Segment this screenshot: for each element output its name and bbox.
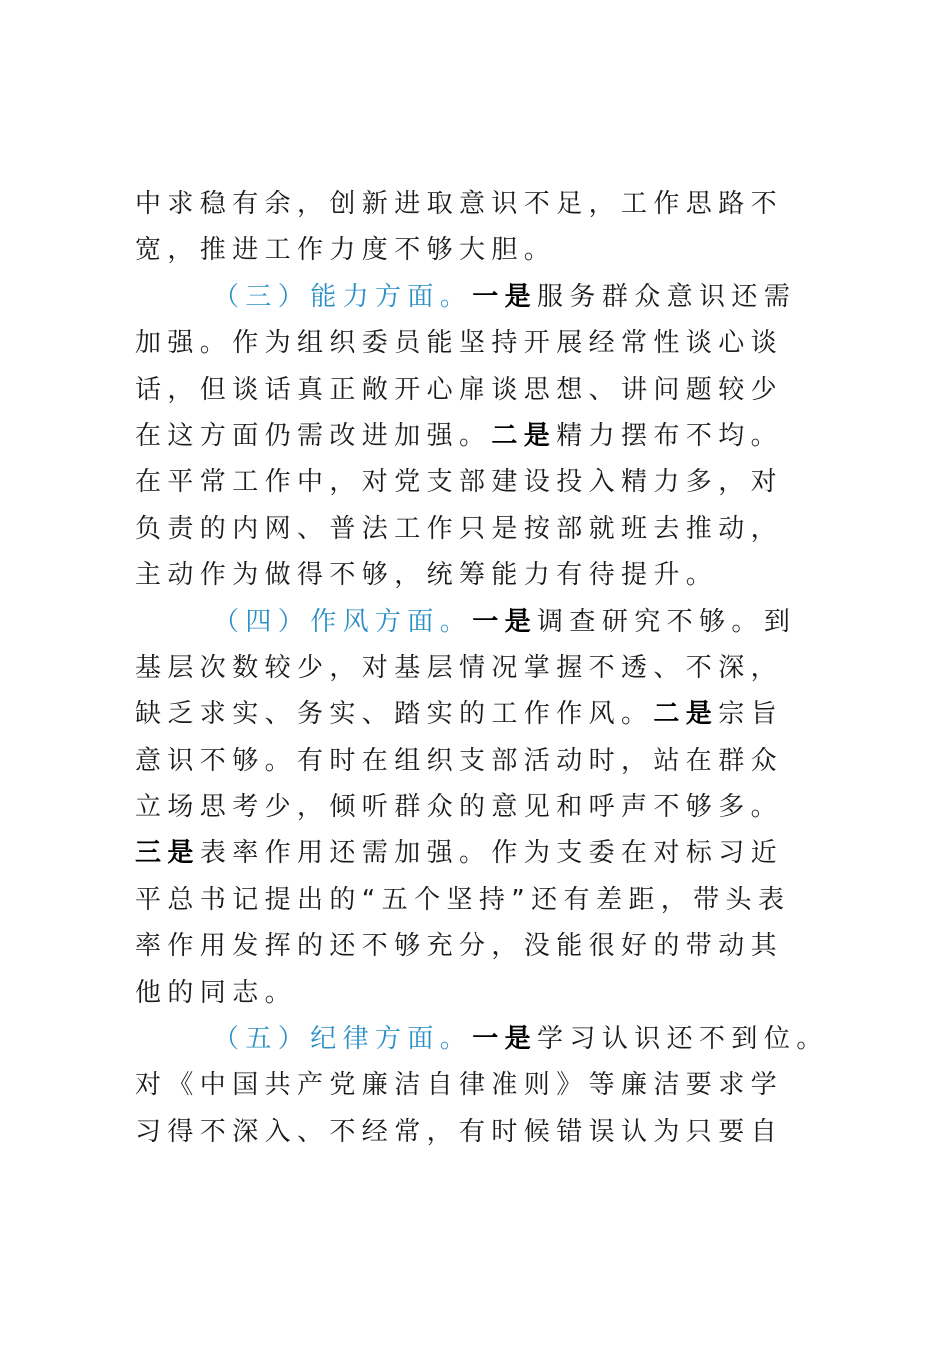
body-text-line <box>135 738 820 784</box>
body-text: 表率作用还需加强。作为支委在对标习近 <box>199 838 784 869</box>
body-text-line <box>135 1109 820 1155</box>
body-text: 意识不够。有时在组织支部活动时，站在群众 <box>135 745 784 776</box>
body-text-line <box>135 552 820 598</box>
body-text-line <box>135 877 820 923</box>
body-text: 学习认识还不到位。 <box>537 1024 829 1055</box>
body-text: 在这方面仍需改进加强。 <box>135 420 492 451</box>
body-text: 缺乏求实、务实、踏实的工作作风。 <box>135 699 654 730</box>
body-text: 他的同志。 <box>135 977 298 1008</box>
body-text: 平总书记提出的“五个坚持”还有差距，带头表 <box>135 884 791 915</box>
body-text-line <box>135 181 820 227</box>
section-heading: （四）作风方面。 <box>213 606 473 637</box>
body-text-line <box>135 923 820 969</box>
body-text: 立场思考少，倾听群众的意见和呼声不够多。 <box>135 792 784 823</box>
body-text-line <box>135 830 820 876</box>
body-text-line <box>135 506 820 552</box>
body-text-line <box>135 227 820 273</box>
body-text-line <box>135 645 820 691</box>
body-text-line <box>135 459 820 505</box>
body-text: 率作用发挥的还不够充分，没能很好的带动其 <box>135 931 784 962</box>
section-heading: （五）纪律方面。 <box>213 1024 473 1055</box>
body-text-line <box>135 691 820 737</box>
body-text-line <box>135 320 820 366</box>
section-heading: （三）能力方面。 <box>213 281 473 312</box>
point-marker: 一是 <box>472 1024 538 1055</box>
body-text: 负责的内网、普法工作只是按部就班去推动， <box>135 513 784 544</box>
body-text-line <box>135 784 820 830</box>
body-text: 中求稳有余，创新进取意识不足，工作思路不 <box>135 189 784 219</box>
body-text: 主动作为做得不够，统筹能力有待提升。 <box>135 560 719 591</box>
body-text: 加强。作为组织委员能坚持开展经常性谈心谈 <box>135 328 784 359</box>
point-marker: 二是 <box>491 420 557 451</box>
body-text: 基层次数较少，对基层情况掌握不透、不深， <box>135 652 784 683</box>
body-text: 宗旨 <box>718 699 784 730</box>
section-heading-line <box>135 274 820 320</box>
body-text: 宽，推进工作力度不够大胆。 <box>135 235 557 266</box>
point-marker: 一是 <box>472 281 538 312</box>
body-text-line <box>135 367 820 413</box>
body-text: 话，但谈话真正敞开心扉谈思想、讲问题较少 <box>135 374 784 405</box>
body-text: 习得不深入、不经常，有时候错误认为只要自 <box>135 1116 784 1147</box>
body-text-line <box>135 413 820 459</box>
body-text: 在平常工作中，对党支部建设投入精力多，对 <box>135 467 784 498</box>
section-heading-line <box>135 1016 829 1062</box>
body-text: 服务群众意识还需 <box>537 281 797 312</box>
body-text: 对《中国共产党廉洁自律准则》等廉洁要求学 <box>135 1070 784 1101</box>
point-marker: 二是 <box>653 699 719 730</box>
body-text-line <box>135 1062 820 1108</box>
section-heading-line <box>135 599 820 645</box>
body-text: 调查研究不够。到 <box>537 606 797 637</box>
point-marker: 三是 <box>135 838 200 869</box>
body-text-line <box>135 970 820 1016</box>
body-text: 精力摆布不均。 <box>556 420 784 451</box>
document-body <box>135 181 829 1155</box>
point-marker: 一是 <box>472 606 538 637</box>
